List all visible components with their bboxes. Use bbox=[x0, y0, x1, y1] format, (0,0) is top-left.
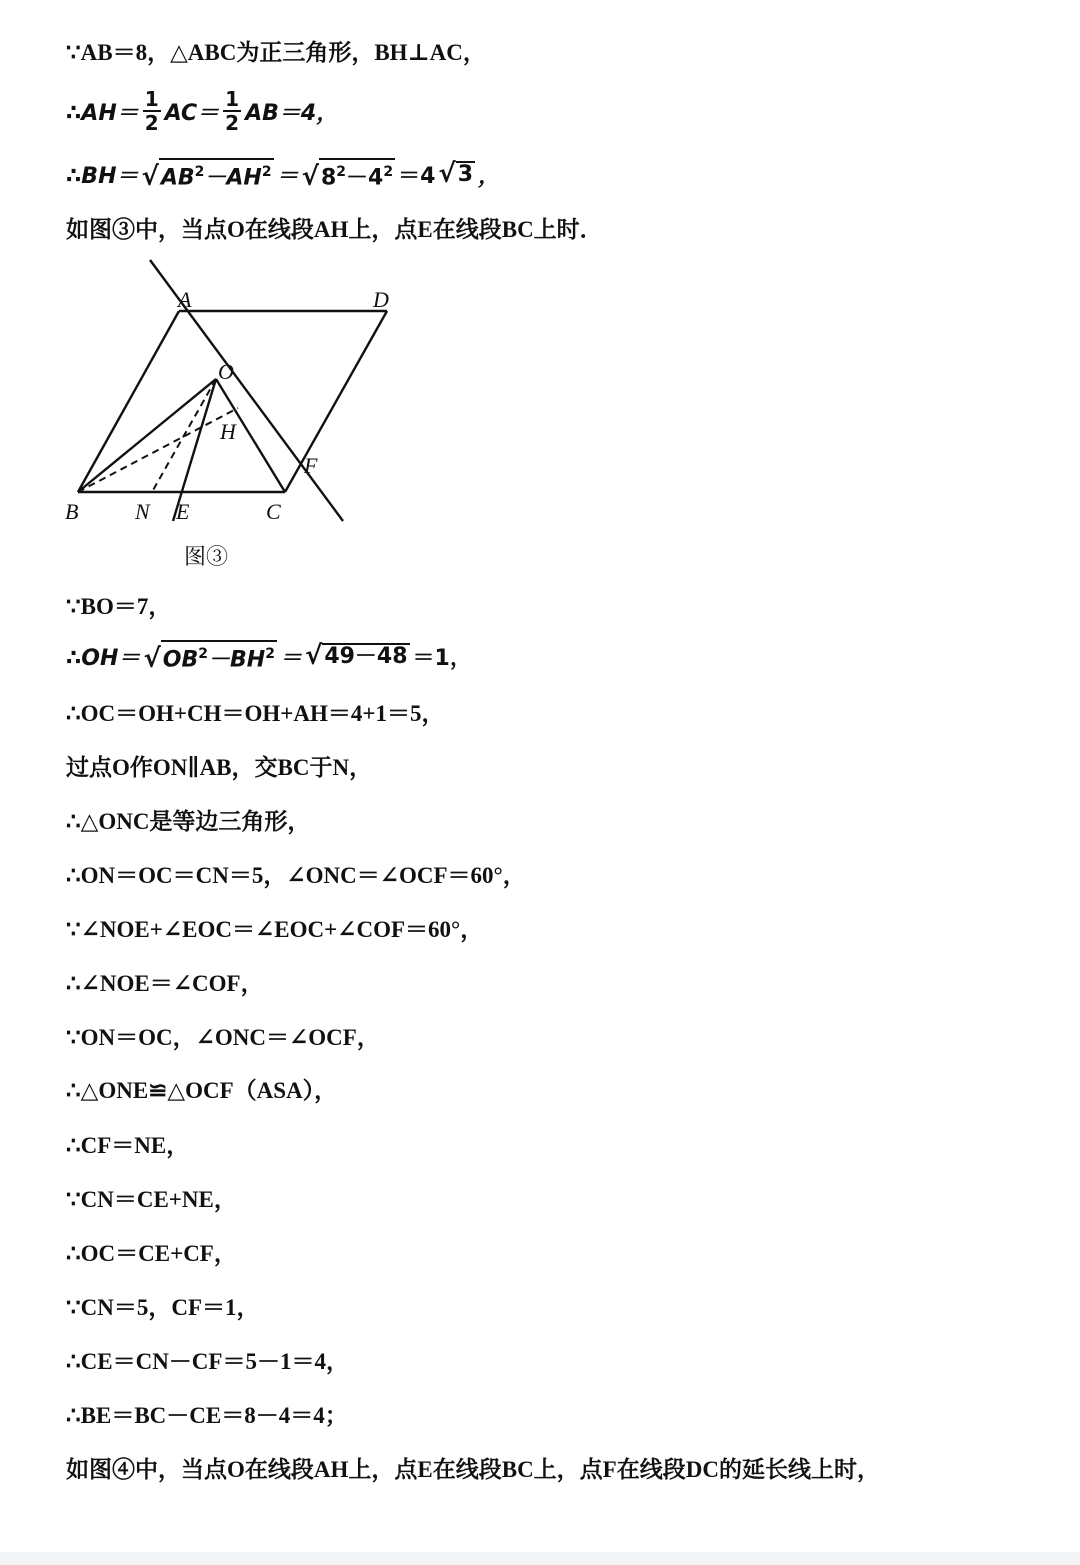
line-7: ∴OC＝OH+CH＝OH+AH＝4+1＝5， bbox=[66, 701, 445, 726]
label-D: D bbox=[373, 287, 389, 312]
label-E: E bbox=[176, 499, 190, 524]
line-6-f: ＝1， bbox=[412, 645, 472, 671]
label-C: C bbox=[266, 499, 281, 524]
frac-den: 2 bbox=[144, 111, 159, 135]
page-bottom-edge bbox=[0, 1552, 1080, 1565]
line-13: ∵ON＝OC，∠ONC＝∠OCF， bbox=[66, 1025, 380, 1050]
label-B: B bbox=[65, 499, 79, 524]
line-3-d: ＝ bbox=[276, 163, 299, 189]
line-9: ∴△ONC是等边三角形， bbox=[66, 809, 311, 834]
frac-num: 1 bbox=[144, 87, 159, 111]
fraction-half-2 bbox=[223, 88, 241, 134]
sqrt-4-ob: OB bbox=[162, 647, 199, 673]
figure-caption: 图③ bbox=[184, 544, 229, 569]
line-20: ∴BE＝BC－CE＝8－4＝4； bbox=[66, 1403, 348, 1428]
sqrt-4: √ $OB^2-BH^2$ bbox=[143, 640, 277, 672]
line-2-c: AB＝4， bbox=[245, 100, 339, 126]
line-6 bbox=[66, 640, 472, 675]
frac-num-2: 1 bbox=[225, 87, 240, 111]
sqrt-1-ab: AB bbox=[160, 165, 195, 191]
label-O: O bbox=[218, 359, 234, 384]
line-2 bbox=[66, 88, 338, 134]
line-6-a: ∴OH＝ bbox=[66, 645, 141, 671]
sup-1: 2 bbox=[194, 164, 205, 180]
sqrt-5: √ 49－48 bbox=[304, 641, 408, 672]
line-12: ∴∠NOE＝∠COF， bbox=[66, 971, 264, 996]
label-A: A bbox=[178, 287, 192, 312]
sup-2: 2 bbox=[261, 164, 272, 180]
line-3-g: ＝4 bbox=[398, 163, 436, 189]
fraction-half bbox=[143, 88, 161, 134]
line-1: ∵AB＝8，△ABC为正三角形，BH⊥AC， bbox=[66, 40, 486, 65]
sup-5: 2 bbox=[198, 646, 209, 662]
line-15: ∴CF＝NE， bbox=[66, 1133, 190, 1158]
line-2-a: ∴AH＝ bbox=[66, 100, 139, 126]
sup-6: 2 bbox=[265, 646, 275, 662]
frac-den-2: 2 bbox=[225, 111, 240, 135]
sqrt-1: √ $AB^2-AH^2$ bbox=[142, 158, 274, 190]
sqrt-4-bh: －BH bbox=[208, 647, 266, 673]
line-14: ∴△ONE≌△OCF（ASA）， bbox=[66, 1078, 338, 1103]
label-N: N bbox=[135, 499, 150, 524]
line-3 bbox=[66, 158, 501, 193]
sqrt-3: √ 3 bbox=[438, 159, 474, 190]
line-3-i: ， bbox=[478, 163, 501, 189]
dashed-ON bbox=[152, 379, 216, 492]
line-5: ∵BO＝7， bbox=[66, 594, 172, 619]
line-16: ∵CN＝CE+NE， bbox=[66, 1187, 237, 1212]
line-AB bbox=[78, 311, 179, 492]
sqrt-1-ah: －AH bbox=[204, 165, 262, 191]
label-H: H bbox=[220, 419, 236, 444]
sqrt-5-val: 49－48 bbox=[324, 644, 408, 670]
line-21: 如图④中，当点O在线段AH上，点E在线段BC上，点F在线段DC的延长线上时， bbox=[66, 1457, 880, 1482]
line-2-b: AC＝ bbox=[164, 100, 220, 126]
geometry-figure-3 bbox=[60, 255, 389, 535]
line-OB bbox=[78, 379, 216, 492]
line-17: ∴OC＝CE+CF， bbox=[66, 1241, 237, 1266]
sqrt-2-4: －4 bbox=[346, 165, 384, 191]
line-8: 过点O作ON∥AB，交BC于N， bbox=[66, 755, 373, 780]
line-6-d: ＝ bbox=[279, 645, 302, 671]
line-3-a: ∴BH＝ bbox=[66, 163, 139, 189]
sup-3: 2 bbox=[336, 164, 347, 180]
line-18: ∵CN＝5，CF＝1， bbox=[66, 1295, 260, 1320]
sqrt-2-8: 8 bbox=[320, 165, 337, 191]
line-10: ∴ON＝OC＝CN＝5，∠ONC＝∠OCF＝60°， bbox=[66, 863, 526, 888]
line-11: ∵∠NOE+∠EOC＝∠EOC+∠COF＝60°， bbox=[66, 917, 484, 942]
line-4: 如图③中，当点O在线段AH上，点E在线段BC上时． bbox=[66, 217, 603, 242]
sup-4: 2 bbox=[383, 164, 394, 180]
sqrt-2: √ $8^2-4^2$ bbox=[302, 158, 395, 190]
line-19: ∴CE＝CN－CF＝5－1＝4， bbox=[66, 1349, 349, 1374]
sqrt-3-val: 3 bbox=[457, 162, 474, 188]
label-F: F bbox=[304, 453, 318, 478]
